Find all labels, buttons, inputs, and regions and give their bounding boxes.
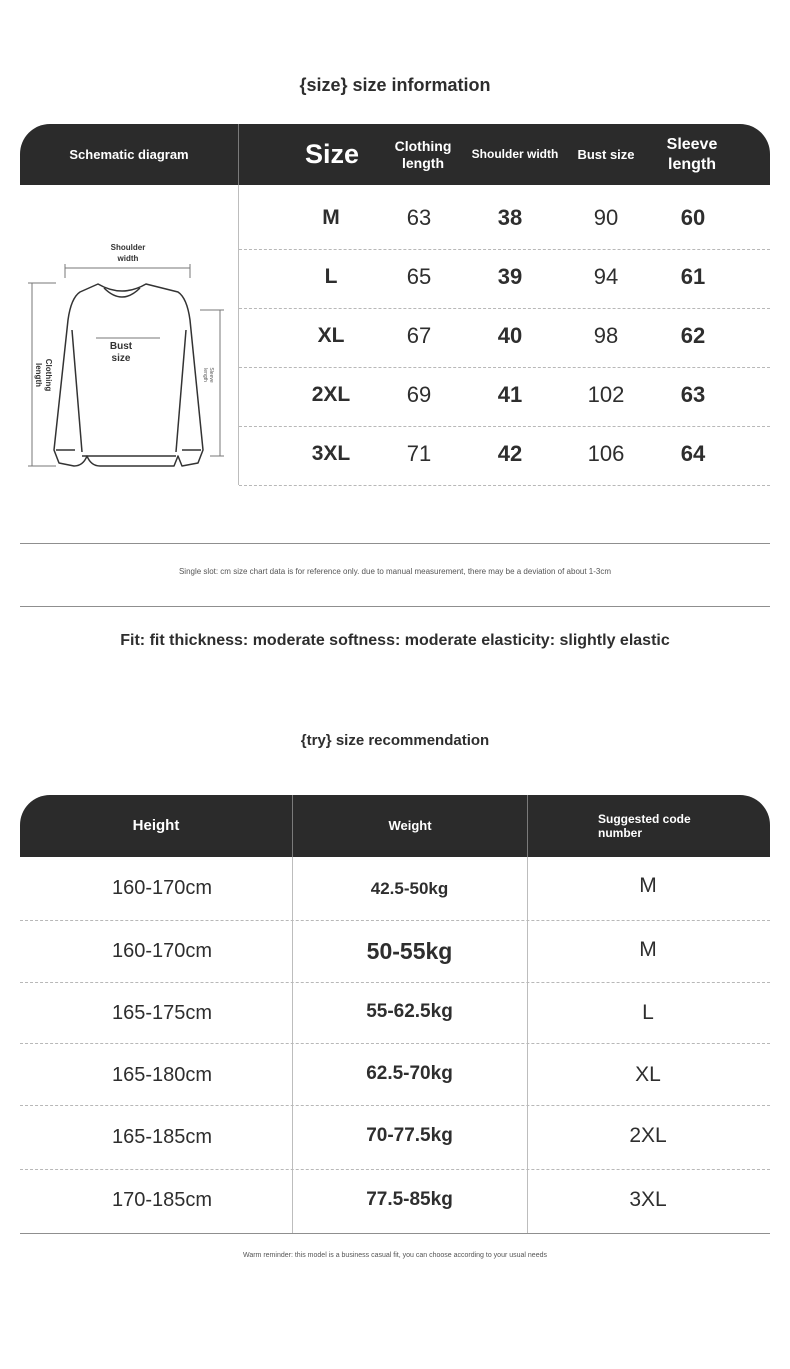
table-row — [20, 1106, 770, 1168]
header-size: Size — [304, 139, 360, 170]
section-divider — [20, 606, 770, 607]
shoulder-width-value: 42 — [497, 440, 523, 466]
clothing-length-value: 63 — [406, 204, 432, 230]
row-divider — [20, 920, 770, 921]
header-sleeve-length: Sleeve length — [666, 136, 718, 173]
header-diagram: Schematic diagram — [69, 146, 189, 162]
weight-value: 55-62.5kg — [366, 1001, 453, 1022]
code-value: L — [642, 1001, 654, 1024]
row-divider — [20, 1169, 770, 1170]
row-divider — [239, 485, 770, 486]
code-value: 3XL — [629, 1187, 667, 1211]
fit-info: Fit: fit thickness: moderate softness: moderate elasticity: slightly elastic — [120, 632, 670, 649]
weight-value: 77.5-85kg — [366, 1188, 453, 1210]
size-label: L — [324, 264, 338, 288]
sleeve-length-value: 64 — [680, 440, 706, 466]
size-label: XL — [317, 323, 345, 347]
disclaimer-note: Single slot: cm size chart data is for reference only. due to manual measurement, there may be a deviation of about 1-3cm — [178, 567, 612, 576]
diagram-label-bust: Bust size — [109, 341, 133, 364]
diagram-label-shoulder: Shoulder width — [110, 243, 146, 263]
shoulder-width-value: 41 — [497, 381, 523, 407]
diagram-label-sleeve: Sleevelength — [202, 367, 214, 383]
row-divider — [20, 1043, 770, 1044]
header-shoulder-width: Shoulder width — [471, 147, 559, 162]
code-value: M — [639, 873, 657, 897]
header-height: Height — [132, 817, 180, 834]
header-clothing-length: Clothing length — [394, 137, 452, 171]
header-divider — [238, 124, 239, 185]
code-value: 2XL — [629, 1124, 667, 1147]
height-value: 170-185cm — [111, 1189, 213, 1211]
header-divider — [527, 795, 528, 857]
header-weight: Weight — [388, 818, 432, 834]
clothing-length-value: 65 — [406, 263, 432, 289]
row-divider — [20, 1105, 770, 1106]
code-value: M — [639, 938, 657, 961]
size-table-header — [20, 124, 770, 185]
height-value: 165-185cm — [111, 1125, 213, 1148]
weight-value: 62.5-70kg — [366, 1063, 453, 1084]
bust-size-value: 98 — [593, 322, 619, 348]
bust-size-value: 94 — [593, 263, 619, 289]
size-label: M — [322, 205, 340, 229]
section-divider — [20, 543, 770, 544]
sleeve-length-value: 60 — [680, 204, 706, 230]
header-suggested-code: Suggested code number — [598, 811, 691, 840]
warm-reminder: Warm reminder: this model is a business casual fit, you can choose according to your usual needs — [242, 1252, 547, 1259]
table-row — [239, 424, 770, 483]
size-rec-title: {try} size recommendation — [300, 732, 490, 749]
code-value: XL — [635, 1063, 661, 1086]
clothing-length-value: 69 — [406, 381, 432, 407]
row-divider — [239, 367, 770, 368]
row-divider — [239, 308, 770, 309]
rec-table-header — [20, 795, 770, 857]
table-row — [239, 306, 770, 365]
shoulder-width-value: 40 — [497, 322, 523, 348]
shoulder-width-value: 39 — [497, 263, 523, 289]
table-row — [239, 247, 770, 306]
row-divider — [239, 249, 770, 250]
sweater-outline-icon — [54, 284, 203, 466]
height-value: 160-170cm — [111, 877, 213, 899]
table-row — [20, 982, 770, 1044]
sleeve-length-value: 61 — [680, 263, 706, 289]
weight-value: 42.5-50kg — [370, 878, 449, 898]
height-value: 165-180cm — [111, 1063, 213, 1086]
table-row — [239, 365, 770, 424]
clothing-length-value: 71 — [406, 440, 432, 466]
table-row — [20, 1168, 770, 1233]
sleeve-length-value: 62 — [680, 322, 706, 348]
table-row — [20, 857, 770, 920]
size-label: 2XL — [311, 382, 351, 406]
weight-value: 50-55kg — [366, 937, 453, 964]
sleeve-length-value: 63 — [680, 381, 706, 407]
row-divider — [239, 426, 770, 427]
bust-size-value: 102 — [587, 381, 625, 407]
clothing-length-value: 67 — [406, 322, 432, 348]
table-row — [20, 920, 770, 982]
weight-value: 70-77.5kg — [366, 1125, 453, 1146]
height-value: 165-175cm — [111, 1001, 213, 1024]
header-bust-size: Bust size — [577, 146, 635, 162]
table-row — [239, 188, 770, 247]
diagram-label-clothing: Clothinglength — [34, 358, 53, 392]
shoulder-width-value: 38 — [497, 204, 523, 230]
table-row — [20, 1044, 770, 1106]
bust-size-value: 106 — [587, 440, 625, 466]
sweater-diagram — [20, 230, 235, 480]
size-label: 3XL — [311, 441, 351, 465]
height-value: 160-170cm — [111, 939, 213, 962]
size-info-title: {size} size information — [299, 75, 491, 95]
row-divider — [20, 982, 770, 983]
bust-size-value: 90 — [593, 204, 619, 230]
table-bottom-line — [20, 1233, 770, 1234]
